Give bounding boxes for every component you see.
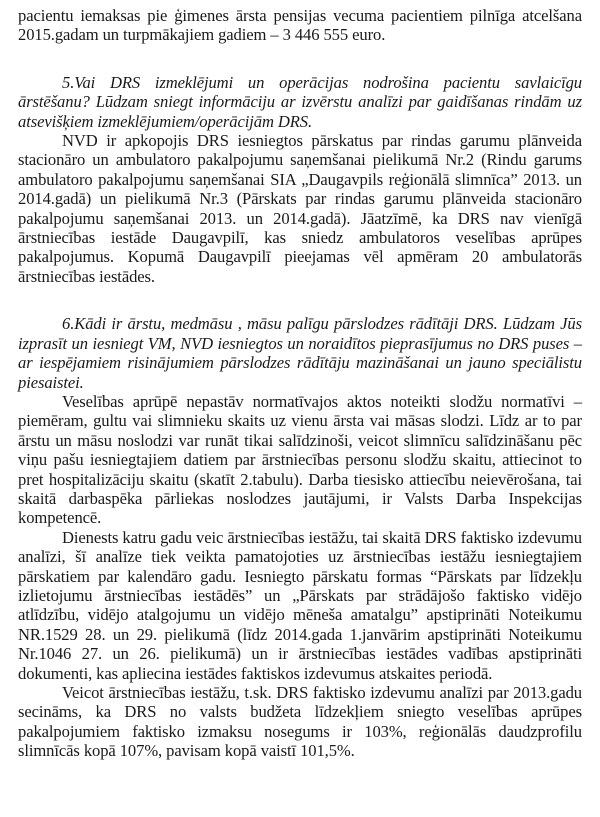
question-5: 5.Vai DRS izmeklējumi un operācijas nodrošina pacientu savlaicīgu ārstēšanu? Lūdzam sniegt informāciju ar izvērstu analīzi par gaidīšanas rindām uz atsevišķiem izmeklējumiem/operācijām DRS. bbox=[18, 72, 582, 131]
answer-6-expense-analysis: Dienests katru gadu veic ārstniecības iestāžu, tai skaitā DRS faktisko izdevumu analīzi, šī analīze tiek veikta pamatojoties uz ārstniecības iestāžu iesniegtajiem pārskatiem par kalendāro gadu. Iesniegto pārskatu formas “Pārskats par līdzekļu izlietojumu ārstniecības iestādēs” un „Pārskats par strādājošo faktisko vidējo atlīdzību, vidējo atalgojumu un vidējo mēneša amatalgu” apstiprināti Noteikumu NR.1529 28. un 29. pielikumā (līdz 2014.gada 1.janvārim apstiprināti Noteikumu Nr.1046 27. un 26. pielikumā) un ir ārstniecības iestādes vadības apstiprināti dokumenti, kas apliecina iestādes faktiskos izdevumus atskaites periodā. bbox=[18, 527, 582, 683]
document-page bbox=[18, 6, 582, 761]
question-6: 6.Kādi ir ārstu, medmāsu , māsu palīgu pārslodzes rādītāji DRS. Lūdzam Jūs izprasīt un iesniegt VM, NVD iesniegtos un noraidītos pieprasījumus no DRS puses – ar iespējamiem risinājumiem pārslodzes rādītāju mazināšanai un jauno speciālistu piesaistei. bbox=[18, 314, 582, 392]
paragraph-costs-continuation: pacientu iemaksas pie ģimenes ārsta pensijas vecuma pacientiem pilnīga atcelšana 2015.gadam un turpmākajiem gadiem – 3 446 555 euro. bbox=[18, 6, 582, 45]
answer-6-conclusion: Veicot ārstniecības iestāžu, t.sk. DRS faktisko izdevumu analīzi par 2013.gadu secināms, ka DRS no valsts budžeta līdzekļiem sniegto veselības aprūpes pakalpojumiem faktisko izmaksu nosegums ir 103%, reģionālās daudzprofilu slimnīcās kopā 107%, pavisam kopā vaistī 101,5%. bbox=[18, 683, 582, 761]
answer-6-workload: Veselības aprūpē nepastāv normatīvajos aktos noteikti slodžu normatīvi – piemēram, gultu vai slimnieku skaits uz vienu ārsta vai māsas slodzi. Līdz ar to par ārstu un māsu noslodzi var runāt tikai salīdzinoši, veicot slimnīcu salīdzināšanu pēc viņu pašu iesniegtajiem datiem par ārstniecības personu slodžu skaitu, attiecinot to pret hospitalizāciju skaitu (skatīt 2.tabulu). Darba tiesisko attiecību neievērošana, tai skaitā darbaspēka pārliekas noslodzes jautājumi, ir Valsts Darba Inspekcijas kompetencē. bbox=[18, 391, 582, 528]
answer-5: NVD ir apkopojis DRS iesniegtos pārskatus par rindas garumu plānveida stacionāro un ambulatoro pakalpojumu saņemšanai pielikumā Nr.2 (Rindu garums ambulatoro pakalpojumu saņemšanai SIA „Daugavpils reģionālā slimnīca” 2013. un 2014.gadā) un pielikumā Nr.3 (Pārskats par rindas garumu plānveida stacionāro pakalpojumu saņemšanai 2013. un 2014.gadā). Jāatzīmē, ka DRS nav vienīgā ārstniecības iestāde Daugavpilī, kas sniedz ambulatoros veselības aprūpes pakalpojumus. Kopumā Daugavpilī pieejamas vēl apmēram 20 ambulatorās ārstniecības iestādes. bbox=[18, 131, 582, 286]
